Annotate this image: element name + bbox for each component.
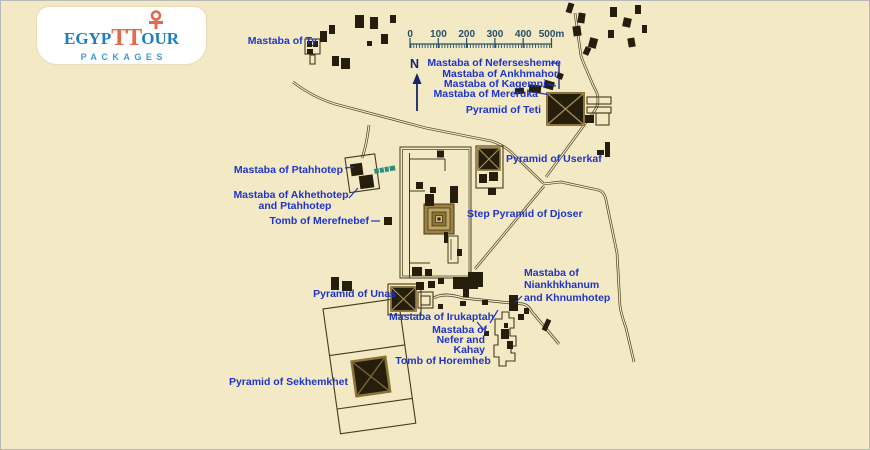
map-label: Mastaba of Kagemni xyxy=(443,78,546,90)
tomb-of-merefnebef-shape xyxy=(384,217,392,225)
map-label: Nefer and xyxy=(436,334,485,346)
map-label: Mastaba of Ankhmahor xyxy=(442,68,558,80)
logo-title xyxy=(37,27,206,50)
scale-tick-label: 0 xyxy=(407,29,413,40)
map-label: Mastaba of xyxy=(524,267,579,279)
pyramid-of-teti-shape xyxy=(547,93,584,125)
map-label: Mastaba of xyxy=(432,324,487,336)
green-mark xyxy=(374,165,396,174)
logo-title-right: OUR xyxy=(141,29,180,48)
map-label: Pyramid of Teti xyxy=(465,104,541,116)
map-label: Mastaba of Ty xyxy=(247,35,317,47)
scale-tick-label: 300 xyxy=(486,29,504,40)
logo-subtitle: PACKAGES xyxy=(80,52,167,62)
map-label: Niankhkhanum xyxy=(524,279,600,291)
north-label: N xyxy=(410,57,420,71)
map-label: Kahay xyxy=(453,344,485,356)
scale-tick-label: 100 xyxy=(430,29,447,40)
map-label: Step Pyramid of Djoser xyxy=(467,208,583,220)
step-pyramid-of-djoser xyxy=(424,204,454,234)
scale-tick-label: 200 xyxy=(458,29,476,40)
map-label: Pyramid of Userkaf xyxy=(506,153,602,165)
map-label: Mastaba of Ptahhotep xyxy=(233,164,343,176)
map-label: Mastaba of Neferseshemre xyxy=(427,57,561,69)
map-label: Mastaba of Akhethotep xyxy=(233,189,349,201)
map-label: Tomb of Horemheb xyxy=(395,355,491,367)
map-label: Tomb of Merefnebef xyxy=(269,215,369,227)
map-label: Pyramid of Sekhemkhet xyxy=(228,376,348,388)
map-label: Mastaba of Irukaptah xyxy=(389,311,495,323)
mastaba-of-ptahhotep-complex xyxy=(345,154,380,193)
map-label: and Ptahhotep xyxy=(258,200,332,212)
logo-title-left: EGYP xyxy=(63,29,112,48)
north-arrow-icon xyxy=(413,73,422,111)
logo-card xyxy=(37,7,206,64)
scale-tick-label: 500m xyxy=(538,29,565,40)
map-label: Mastaba of Mereruka xyxy=(433,88,538,100)
logo-title-tt: TT xyxy=(111,25,142,51)
pyramid-of-userkaf-shape xyxy=(478,148,500,170)
scale-tick-label: 400 xyxy=(514,29,532,40)
map-label: and Khnumhotep xyxy=(524,292,611,304)
map-label: Pyramid of Unas xyxy=(313,288,396,300)
